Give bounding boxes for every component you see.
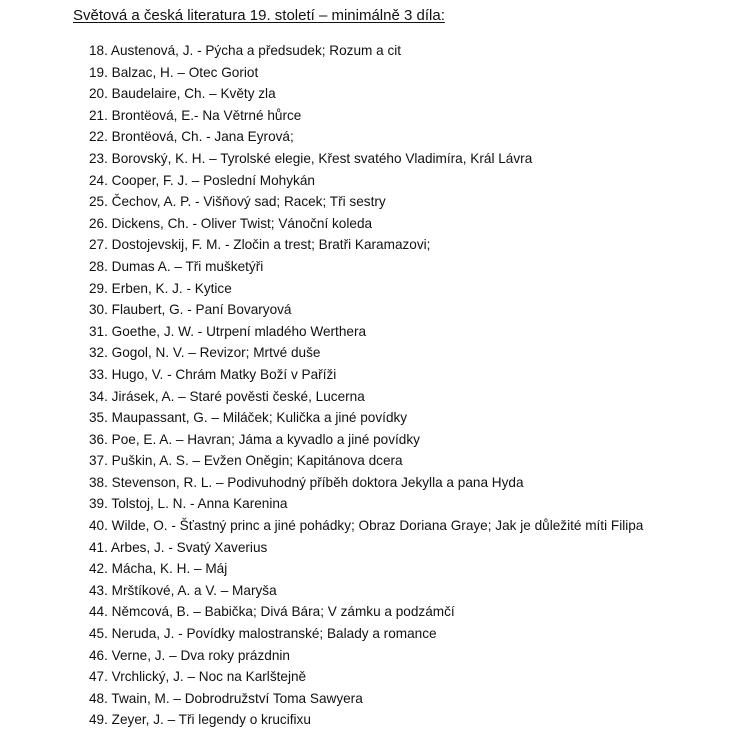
list-item: 34. Jirásek, A. – Staré pověsti české, Lucerna: [89, 388, 365, 404]
list-item: 42. Mácha, K. H. – Máj: [89, 561, 228, 577]
list-item: 37. Puškin, A. S. – Evžen Oněgin; Kapitánova dcera: [89, 453, 403, 469]
list-item: 41. Arbes, J. - Svatý Xaverius: [89, 539, 268, 555]
list-item: 47. Vrchlický, J. – Noc na Karlštejně: [89, 669, 307, 685]
list-item: 18. Austenová, J. - Pýcha a předsudek; Rozum a cit: [89, 43, 402, 58]
list-item: 46. Verne, J. – Dva roky prázdnin: [89, 647, 290, 663]
list-item: 28. Dumas A. – Tři mušketýři: [89, 258, 264, 274]
list-item: 23. Borovský, K. H. – Tyrolské elegie, Křest svatého Vladimíra, Král Lávra: [89, 150, 533, 166]
list-item: 22. Brontëová, Ch. - Jana Eyrová;: [89, 129, 294, 145]
list-item: 30. Flaubert, G. - Paní Bovaryová: [89, 302, 292, 318]
list-item: 40. Wilde, O. - Šťastný princ a jiné pohádky; Obraz Doriana Graye; Jak je důležité míti Filipa: [89, 518, 644, 534]
list-item: 21. Brontëová, E.- Na Větrné hůrce: [89, 107, 302, 123]
list-item: 24. Cooper, F. J. – Poslední Mohykán: [89, 172, 315, 188]
page-title: Světová a česká literatura 19. století – minimálně 3 díla:: [73, 7, 445, 24]
list-item: 35. Maupassant, G. – Miláček; Kulička a jiné povídky: [89, 410, 408, 426]
list-item: 36. Poe, E. A. – Havran; Jáma a kyvadlo a jiné povídky: [89, 431, 420, 447]
list-item: 45. Neruda, J. - Povídky malostranské; Balady a romance: [89, 626, 437, 642]
list-item: 19. Balzac, H. – Otec Goriot: [89, 64, 259, 80]
list-item: 43. Mrštíkové, A. a V. – Maryša: [89, 582, 277, 598]
list-item: 49. Zeyer, J. – Tři legendy o krucifixu: [89, 712, 311, 728]
list-item: 26. Dickens, Ch. - Oliver Twist; Vánoční koleda: [89, 215, 373, 231]
list-item: 33. Hugo, V. - Chrám Matky Boží v Paříži: [89, 366, 337, 382]
list-item: 25. Čechov, A. P. - Višňový sad; Racek; Tři sestry: [89, 194, 386, 210]
list-item: 27. Dostojevskij, F. M. - Zločin a trest; Bratři Karamazovi;: [89, 237, 431, 253]
list-item: 44. Němcová, B. – Babička; Divá Bára; V zámku a podzámčí: [89, 604, 455, 620]
list-item: 31. Goethe, J. W. - Utrpení mladého Werthera: [89, 323, 367, 339]
list-item: 20. Baudelaire, Ch. – Květy zla: [89, 86, 276, 102]
list-item: 39. Tolstoj, L. N. - Anna Karenina: [89, 496, 288, 512]
list-item: 32. Gogol, N. V. – Revizor; Mrtvé duše: [89, 345, 321, 361]
list-item: 48. Twain, M. – Dobrodružství Toma Sawyera: [89, 690, 363, 706]
reading-list: [89, 40, 643, 731]
list-item: 29. Erben, K. J. - Kytice: [89, 280, 232, 296]
list-item: 38. Stevenson, R. L. – Podivuhodný příběh doktora Jekylla a pana Hyda: [89, 474, 524, 490]
